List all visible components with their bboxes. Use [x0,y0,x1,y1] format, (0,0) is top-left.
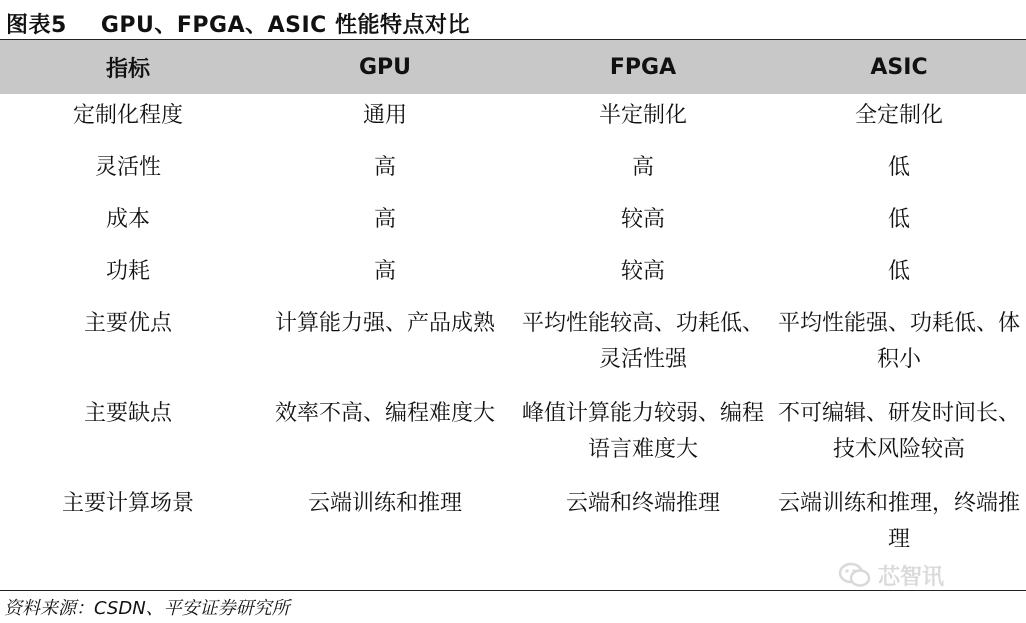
asic-cell: 平均性能强、功耗低、体积小 [778,311,1021,372]
gpu-cell: 高 [373,207,396,232]
fpga-cell: 云端和终端推理 [565,491,720,516]
asic-cell: 低 [887,155,910,180]
table-row [0,396,1026,486]
gpu-cell: 效率不高、编程难度大 [274,401,495,426]
figure-title: GPU、FPGA、ASIC 性能特点对比 [100,13,470,38]
gpu-cell: 计算能力强、产品成熟 [274,311,495,336]
figure-number: 图表5 [6,13,67,38]
source-note: 资料来源：CSDN、平安证券研究所 [4,598,290,619]
fpga-cell: 较高 [620,259,665,284]
row-label: 定制化程度 [72,103,183,128]
fpga-cell: 平均性能较高、功耗低、灵活性强 [521,311,764,372]
fpga-cell: 较高 [620,207,665,232]
table-row [0,306,1026,396]
comparison-table [0,40,1026,582]
row-label: 主要计算场景 [61,491,194,516]
fpga-cell: 峰值计算能力较弱、编程语言难度大 [521,401,764,462]
table-row [0,202,1026,254]
asic-cell: 全定制化 [854,103,943,128]
header-row [0,40,1026,94]
row-label: 成本 [105,207,150,232]
row-label: 灵活性 [94,155,161,180]
row-label: 主要优点 [83,311,172,336]
asic-cell: 低 [887,207,910,232]
row-label: 功耗 [105,259,150,284]
fpga-cell: 高 [631,155,654,180]
bottom-rule [0,590,1026,591]
figure-caption [6,8,470,39]
asic-cell: 云端训练和推理，终端推理 [778,491,1021,552]
asic-cell: 不可编辑、研发时间长、技术风险较高 [778,401,1021,462]
header-cell-gpu: GPU [358,54,412,80]
asic-cell: 低 [887,259,910,284]
watermark-text: 芯智讯 [878,564,945,590]
watermark [838,560,944,590]
gpu-cell: 高 [373,259,396,284]
table-row [0,254,1026,306]
header-cell-fpga: FPGA [609,54,677,80]
wechat-icon [838,561,872,589]
header-cell-asic: ASIC [870,54,928,80]
gpu-cell: 高 [373,155,396,180]
fpga-cell: 半定制化 [598,103,687,128]
header-cell-metric: 指标 [105,56,150,82]
gpu-cell: 云端训练和推理 [307,491,462,516]
gpu-cell: 通用 [362,103,407,128]
table-row [0,150,1026,202]
row-label: 主要缺点 [83,401,172,426]
table-row [0,94,1026,150]
